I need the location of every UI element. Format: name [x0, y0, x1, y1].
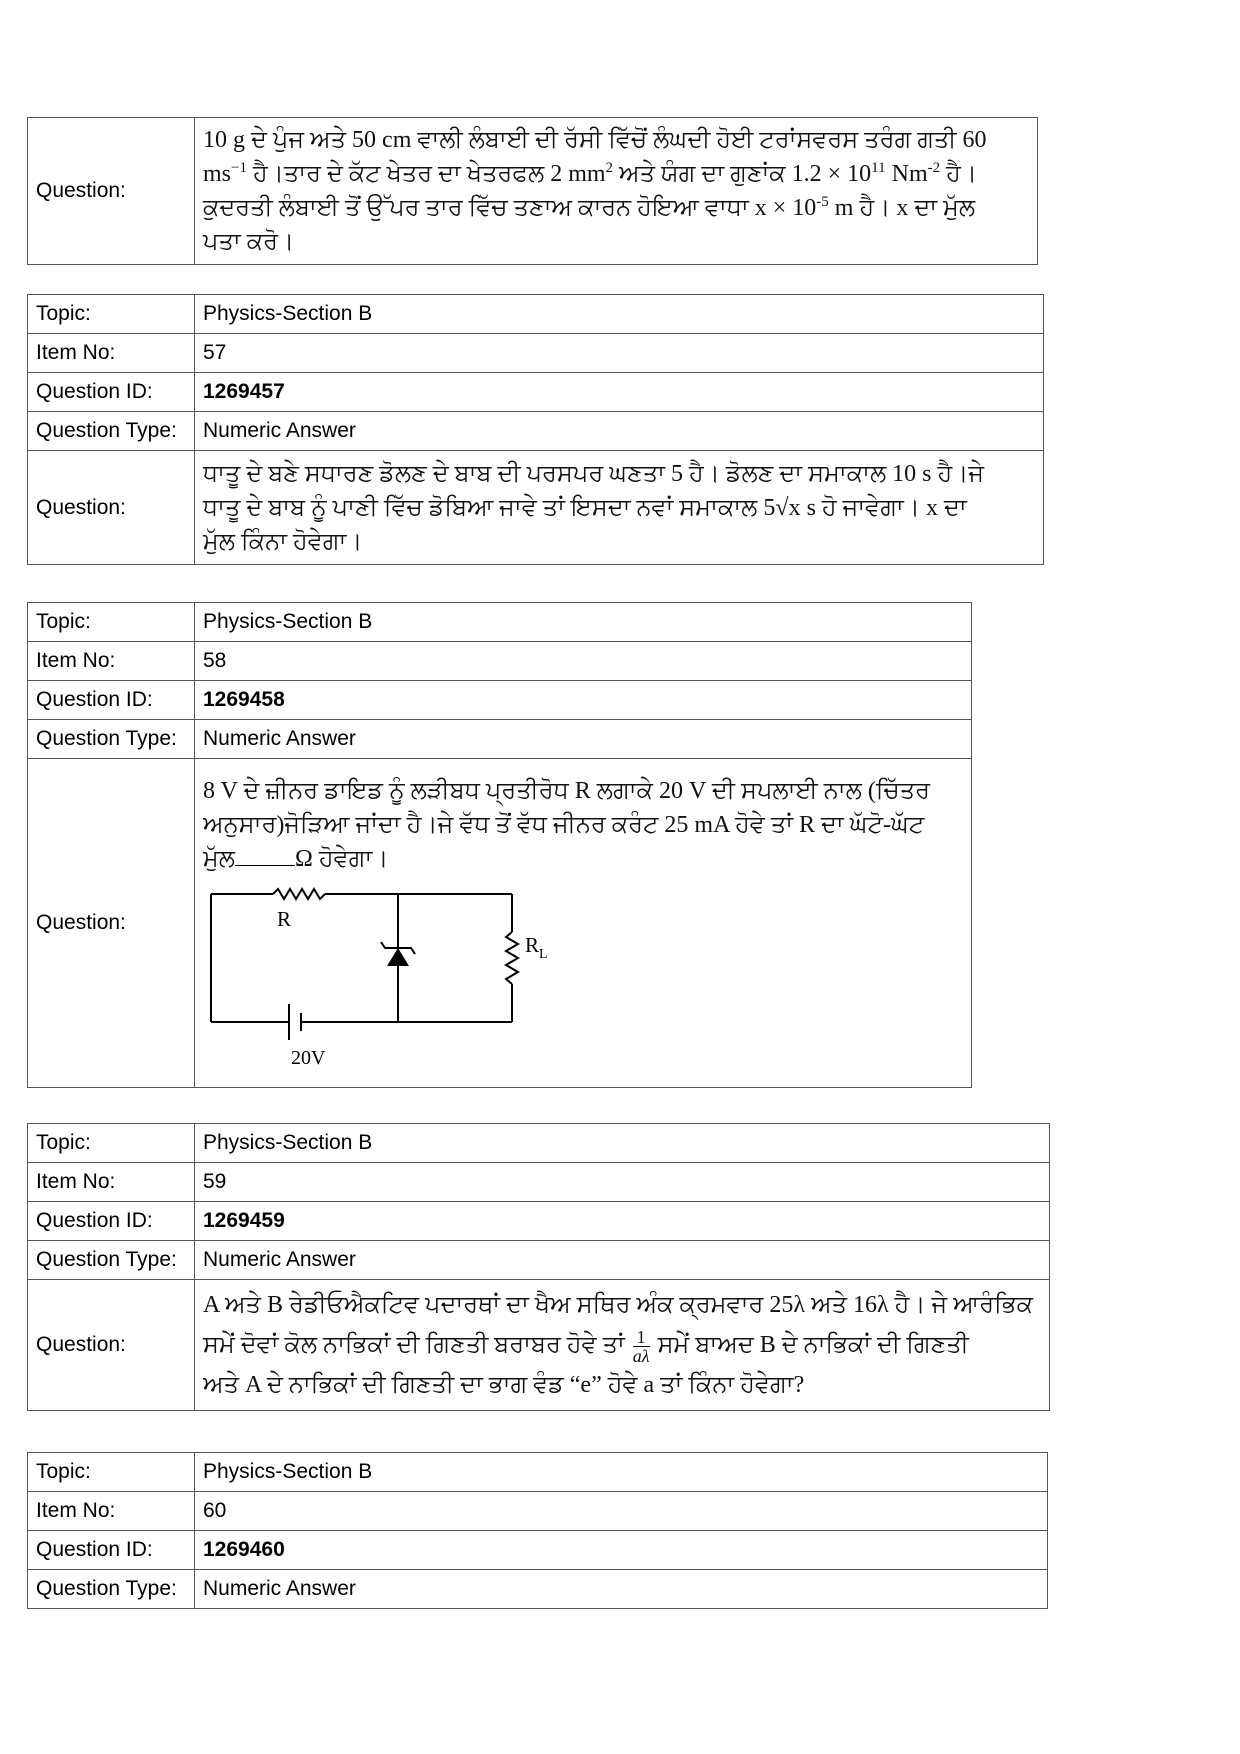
question-type-value: Numeric Answer — [195, 412, 1044, 451]
question-line: A ਅਤੇ B ਰੇਡੀਓਐਕਟਿਵ ਪਦਾਰਥਾਂ ਦਾ ਖੈਅ ਸਥਿਰ ਅੰਕ ਕ੍ਰਮਵਾਰ 25λ ਅਤੇ 16λ ਹੈ। ਜੇ ਆਰੰਭਿਕ — [203, 1292, 1033, 1318]
topic-label: Topic: — [28, 603, 195, 642]
question-type-value: Numeric Answer — [195, 1570, 1048, 1609]
topic-value: Physics-Section B — [195, 295, 1044, 334]
question-table-58 — [27, 602, 972, 1088]
question-text — [195, 1280, 1050, 1411]
item-no-value: 58 — [195, 642, 972, 681]
question-text — [195, 451, 1044, 565]
question-table-60 — [27, 1452, 1048, 1609]
question-line: 8 V ਦੇ ਜ਼ੀਨਰ ਡਾਇਡ ਨੂੰ ਲੜੀਬਧ ਪ੍ਰਤੀਰੋਧ R ਲਗਾਕੇ 20 V ਦੀ ਸਪਲਾਈ ਨਾਲ (ਚਿੱਤਰ — [203, 778, 931, 804]
item-no-value: 60 — [195, 1492, 1048, 1531]
item-no-value: 57 — [195, 334, 1044, 373]
question-label: Question: — [28, 451, 195, 565]
battery-label: 20V — [291, 1047, 326, 1069]
question-text — [195, 118, 1038, 265]
topic-label: Topic: — [28, 1124, 195, 1163]
question-id-label: Question ID: — [28, 1202, 195, 1241]
question-id-value: 1269460 — [195, 1531, 1048, 1570]
item-no-value: 59 — [195, 1163, 1050, 1202]
question-id-value: 1269457 — [195, 373, 1044, 412]
question-text — [195, 759, 972, 1088]
question-line: ਕੁਦਰਤੀ ਲੰਬਾਈ ਤੋਂ ਉੱਪਰ ਤਾਰ ਵਿੱਚ ਤਣਾਅ ਕਾਰਨ ਹੋਇਆ ਵਾਧਾ $x \times 10^{-5}$ m ਹੈ। x ਦਾ ਮੁੱਲ — [203, 194, 976, 221]
topic-value: Physics-Section B — [195, 1124, 1050, 1163]
question-type-label: Question Type: — [28, 720, 195, 759]
question-label: Question: — [28, 1280, 195, 1411]
question-label: Question: — [28, 118, 195, 265]
question-type-label: Question Type: — [28, 1241, 195, 1280]
question-type-label: Question Type: — [28, 412, 195, 451]
question-id-value: 1269458 — [195, 681, 972, 720]
fraction: $\frac{1}{a\lambda}$ — [632, 1326, 650, 1366]
question-line: ਸਮੇਂ ਦੋਵਾਂ ਕੋਲ ਨਾਭਿਕਾਂ ਦੀ ਗਿਣਤੀ ਬਰਾਬਰ ਹੋਵੇ ਤਾਂ $\frac{1}{a\lambda}$ ਸਮੇਂ ਬਾਅਦ B ਦੇ ਨਾਭਿਕਾਂ ਦੀ ਗਿਣਤੀ — [203, 1326, 969, 1366]
question-table-56 — [27, 117, 1038, 265]
question-id-label: Question ID: — [28, 373, 195, 412]
load-label: $R_L$ — [525, 933, 548, 962]
item-no-label: Item No: — [28, 334, 195, 373]
question-line: ਧਾਤੂ ਦੇ ਬਣੇ ਸਧਾਰਣ ਡੋਲਣ ਦੇ ਬਾਬ ਦੀ ਪਰਸਪਰ ਘਣਤਾ 5 ਹੈ। ਡੋਲਣ ਦਾ ਸਮਾਕਾਲ 10 s ਹੈ।ਜੇ — [203, 460, 985, 487]
question-line: ਮੁੱਲ Ω ਹੋਵੇਗਾ। — [203, 846, 389, 872]
question-line: $ms^{-1}$ ਹੈ।ਤਾਰ ਦੇ ਕੱਟ ਖੇਤਰ ਦਾ ਖੇਤਰਫਲ 2 $mm^2$ ਅਤੇ ਯੰਗ ਦਾ ਗੁਣਾਂਕ $1.2 \times 10^{11}$ $Nm^{-2}$ ਹੈ। — [203, 160, 978, 187]
question-type-value: Numeric Answer — [195, 720, 972, 759]
item-no-label: Item No: — [28, 1492, 195, 1531]
question-id-label: Question ID: — [28, 1531, 195, 1570]
item-no-label: Item No: — [28, 642, 195, 681]
answer-blank — [235, 845, 295, 866]
question-type-label: Question Type: — [28, 1570, 195, 1609]
question-line: ਅਤੇ A ਦੇ ਨਾਭਿਕਾਂ ਦੀ ਗਿਣਤੀ ਦਾ ਭਾਗ ਵੰਡ “e” ਹੋਵੇ a ਤਾਂ ਕਿੰਨਾ ਹੋਵੇਗਾ? — [203, 1372, 805, 1398]
zener-diode — [387, 948, 409, 966]
question-line: ਮੁੱਲ ਕਿੰਨਾ ਹੋਵੇਗਾ। — [203, 528, 363, 555]
load-resistor — [506, 932, 518, 984]
item-no-label: Item No: — [28, 1163, 195, 1202]
resistor-label: R — [277, 907, 292, 931]
question-label: Question: — [28, 759, 195, 1088]
topic-label: Topic: — [28, 1453, 195, 1492]
question-type-value: Numeric Answer — [195, 1241, 1050, 1280]
question-line: ਪਤਾ ਕਰੋ। — [203, 229, 295, 255]
question-line: 10 g ਦੇ ਪੁੰਜ ਅਤੇ 50 cm ਵਾਲੀ ਲੰਬਾਈ ਦੀ ਰੱਸੀ ਵਿੱਚੋਂ ਲੰਘਦੀ ਹੋਈ ਟਰਾਂਸਵਰਸ ਤਰੰਗ ਗਤੀ 60 — [203, 127, 987, 153]
question-line: ਅਨੁਸਾਰ)ਜੋੜਿਆ ਜਾਂਦਾ ਹੈ।ਜੇ ਵੱਧ ਤੋਂ ਵੱਧ ਜੀਨਰ ਕਰੰਟ 25 mA ਹੋਵੇ ਤਾਂ R ਦਾ ਘੱਟੋ-ਘੱਟ — [203, 812, 925, 838]
topic-value: Physics-Section B — [195, 603, 972, 642]
topic-value: Physics-Section B — [195, 1453, 1048, 1492]
question-line: ਧਾਤੂ ਦੇ ਬਾਬ ਨੂੰ ਪਾਣੀ ਵਿੱਚ ਡੋਬਿਆ ਜਾਵੇ ਤਾਂ ਇਸਦਾ ਨਵਾਂ ਸਮਾਕਾਲ 5√x s ਹੋ ਜਾਵੇਗਾ। x ਦਾ — [203, 494, 967, 521]
question-table-59 — [27, 1123, 1050, 1411]
resistor-r — [273, 889, 325, 899]
question-id-value: 1269459 — [195, 1202, 1050, 1241]
question-id-label: Question ID: — [28, 681, 195, 720]
topic-label: Topic: — [28, 295, 195, 334]
zener-circuit-diagram — [203, 882, 603, 1072]
question-table-57 — [27, 294, 1044, 565]
